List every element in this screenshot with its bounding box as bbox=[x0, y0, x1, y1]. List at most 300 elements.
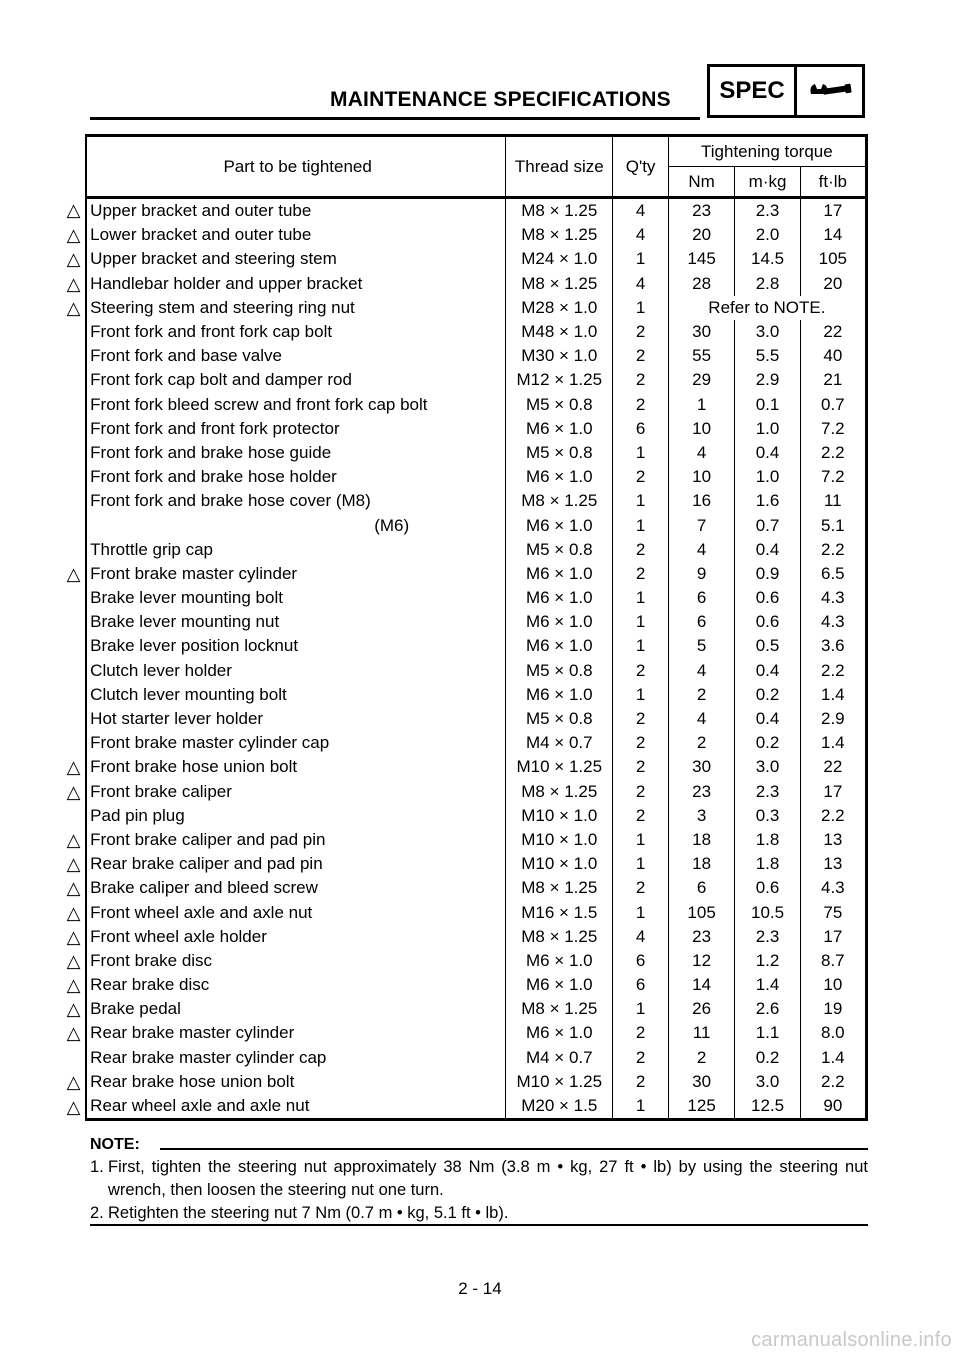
ftlb-cell: 40 bbox=[800, 344, 866, 368]
qty-cell: 2 bbox=[613, 344, 668, 368]
qty-cell: 1 bbox=[613, 441, 668, 465]
ftlb-cell: 105 bbox=[800, 247, 866, 271]
nm-cell: 28 bbox=[668, 272, 735, 296]
qty-cell: 2 bbox=[613, 562, 668, 586]
qty-cell: 1 bbox=[613, 634, 668, 658]
part-cell: Brake lever position locknut bbox=[86, 634, 505, 658]
thread-cell: M10 × 1.25 bbox=[506, 1070, 613, 1094]
nm-cell: 4 bbox=[668, 441, 735, 465]
thread-cell: M6 × 1.0 bbox=[506, 417, 613, 441]
qty-cell: 1 bbox=[613, 586, 668, 610]
critical-mark bbox=[62, 1046, 86, 1070]
mkg-cell: 1.8 bbox=[735, 828, 800, 852]
table-row bbox=[62, 489, 867, 513]
thread-cell: M5 × 0.8 bbox=[506, 393, 613, 417]
mkg-cell: 0.6 bbox=[735, 610, 800, 634]
critical-mark: △ bbox=[66, 999, 81, 1020]
mkg-cell: 0.6 bbox=[735, 876, 800, 900]
part-cell: Front fork and front fork cap bolt bbox=[86, 320, 505, 344]
ftlb-cell: 14 bbox=[800, 223, 866, 247]
table-row bbox=[62, 1070, 867, 1094]
ftlb-cell: 1.4 bbox=[800, 731, 866, 755]
part-cell: Clutch lever mounting bolt bbox=[86, 683, 505, 707]
part-cell: Throttle grip cap bbox=[86, 538, 505, 562]
table-row bbox=[62, 538, 867, 562]
table-row bbox=[62, 707, 867, 731]
nm-cell: 3 bbox=[668, 804, 735, 828]
ftlb-cell: 10 bbox=[800, 973, 866, 997]
table-row bbox=[62, 973, 867, 997]
nm-cell: 2 bbox=[668, 1046, 735, 1070]
torque-header: Tightening torque bbox=[668, 136, 866, 167]
nm-cell: 4 bbox=[668, 707, 735, 731]
mkg-header: m·kg bbox=[735, 167, 800, 198]
critical-mark bbox=[62, 441, 86, 465]
nm-cell: 29 bbox=[668, 368, 735, 392]
critical-mark: △ bbox=[66, 200, 81, 221]
nm-cell: 23 bbox=[668, 198, 735, 224]
critical-mark: △ bbox=[66, 1023, 81, 1044]
part-cell: Front brake caliper and pad pin bbox=[86, 828, 505, 852]
note-number: 1. bbox=[90, 1158, 104, 1176]
table-row bbox=[62, 296, 867, 320]
part-cell: Front fork bleed screw and front fork cap bolt bbox=[86, 393, 505, 417]
ftlb-cell: 11 bbox=[800, 489, 866, 513]
part-cell: Front fork and base valve bbox=[86, 344, 505, 368]
nm-cell: 6 bbox=[668, 610, 735, 634]
part-cell: Front wheel axle holder bbox=[86, 925, 505, 949]
qty-cell: 2 bbox=[613, 320, 668, 344]
nm-cell: 145 bbox=[668, 247, 735, 271]
mkg-cell: 0.2 bbox=[735, 1046, 800, 1070]
qty-cell: 1 bbox=[613, 852, 668, 876]
table-row bbox=[62, 949, 867, 973]
part-cell: Front brake master cylinder bbox=[86, 562, 505, 586]
nm-cell: 4 bbox=[668, 659, 735, 683]
mkg-cell: 1.0 bbox=[735, 465, 800, 489]
ftlb-cell: 7.2 bbox=[800, 417, 866, 441]
qty-cell: 6 bbox=[613, 949, 668, 973]
qty-cell: 2 bbox=[613, 780, 668, 804]
thread-cell: M6 × 1.0 bbox=[506, 634, 613, 658]
qty-cell: 1 bbox=[613, 1094, 668, 1120]
ftlb-cell: 22 bbox=[800, 320, 866, 344]
mkg-cell: 5.5 bbox=[735, 344, 800, 368]
thread-cell: M8 × 1.25 bbox=[506, 925, 613, 949]
table-row bbox=[62, 393, 867, 417]
ftlb-cell: 1.4 bbox=[800, 1046, 866, 1070]
note-item-1 bbox=[90, 1156, 868, 1202]
nm-cell: 9 bbox=[668, 562, 735, 586]
table-row bbox=[62, 586, 867, 610]
note-text: Retighten the steering nut 7 Nm (0.7 m • kg, 5.1 ft • lb). bbox=[108, 1204, 509, 1222]
qty-cell: 2 bbox=[613, 1070, 668, 1094]
thread-cell: M4 × 0.7 bbox=[506, 731, 613, 755]
ftlb-cell: 19 bbox=[800, 997, 866, 1021]
nm-cell: 20 bbox=[668, 223, 735, 247]
critical-mark bbox=[62, 731, 86, 755]
table-row bbox=[62, 876, 867, 900]
part-cell: Brake pedal bbox=[86, 997, 505, 1021]
critical-mark: △ bbox=[66, 1096, 81, 1117]
critical-mark bbox=[62, 586, 86, 610]
table-header-row bbox=[62, 136, 867, 167]
mkg-cell: 0.4 bbox=[735, 538, 800, 562]
mkg-cell: 2.6 bbox=[735, 997, 800, 1021]
mkg-cell: 2.9 bbox=[735, 368, 800, 392]
critical-mark: △ bbox=[66, 781, 81, 802]
table-row bbox=[62, 610, 867, 634]
part-cell: Brake lever mounting bolt bbox=[86, 586, 505, 610]
part-cell: Front brake master cylinder cap bbox=[86, 731, 505, 755]
critical-mark bbox=[62, 804, 86, 828]
ftlb-cell: 2.9 bbox=[800, 707, 866, 731]
table-row bbox=[62, 828, 867, 852]
thread-cell: M6 × 1.0 bbox=[506, 513, 613, 537]
nm-cell: 16 bbox=[668, 489, 735, 513]
torque-note-cell: Refer to NOTE. bbox=[668, 296, 866, 320]
qty-cell: 2 bbox=[613, 755, 668, 779]
part-cell: Front brake caliper bbox=[86, 780, 505, 804]
part-cell: Front brake disc bbox=[86, 949, 505, 973]
critical-mark: △ bbox=[66, 950, 81, 971]
mkg-cell: 0.4 bbox=[735, 707, 800, 731]
ftlb-cell: 8.7 bbox=[800, 949, 866, 973]
table-row bbox=[62, 344, 867, 368]
nm-cell: 2 bbox=[668, 731, 735, 755]
part-cell: Rear wheel axle and axle nut bbox=[86, 1094, 505, 1120]
mkg-cell: 2.3 bbox=[735, 198, 800, 224]
note-block bbox=[90, 1133, 868, 1225]
page-title: MAINTENANCE SPECIFICATIONS bbox=[330, 88, 671, 111]
table-row bbox=[62, 634, 867, 658]
ftlb-cell: 0.7 bbox=[800, 393, 866, 417]
thread-cell: M20 × 1.5 bbox=[506, 1094, 613, 1120]
critical-mark bbox=[62, 489, 86, 513]
qty-cell: 1 bbox=[613, 828, 668, 852]
thread-cell: M24 × 1.0 bbox=[506, 247, 613, 271]
critical-mark bbox=[62, 368, 86, 392]
ftlb-cell: 5.1 bbox=[800, 513, 866, 537]
nm-cell: 6 bbox=[668, 876, 735, 900]
part-cell: Clutch lever holder bbox=[86, 659, 505, 683]
nm-cell: 4 bbox=[668, 538, 735, 562]
part-cell: Rear brake disc bbox=[86, 973, 505, 997]
mkg-cell: 2.0 bbox=[735, 223, 800, 247]
table-row bbox=[62, 198, 867, 224]
qty-cell: 2 bbox=[613, 393, 668, 417]
mkg-cell: 0.4 bbox=[735, 441, 800, 465]
part-cell: Front fork and brake hose holder bbox=[86, 465, 505, 489]
critical-mark bbox=[62, 659, 86, 683]
qty-cell: 1 bbox=[613, 610, 668, 634]
critical-mark: △ bbox=[66, 273, 81, 294]
qty-cell: 4 bbox=[613, 223, 668, 247]
thread-cell: M8 × 1.25 bbox=[506, 780, 613, 804]
thread-cell: M5 × 0.8 bbox=[506, 441, 613, 465]
critical-mark: △ bbox=[66, 563, 81, 584]
thread-cell: M6 × 1.0 bbox=[506, 562, 613, 586]
mkg-cell: 1.2 bbox=[735, 949, 800, 973]
table-row bbox=[62, 272, 867, 296]
note-title: NOTE: bbox=[90, 1136, 140, 1153]
qty-cell: 2 bbox=[613, 1021, 668, 1045]
ftlb-cell: 22 bbox=[800, 755, 866, 779]
part-header: Part to be tightened bbox=[86, 136, 505, 198]
ftlb-cell: 75 bbox=[800, 900, 866, 924]
nm-cell: 30 bbox=[668, 1070, 735, 1094]
thread-cell: M10 × 1.0 bbox=[506, 828, 613, 852]
nm-cell: 55 bbox=[668, 344, 735, 368]
table-row bbox=[62, 900, 867, 924]
mkg-cell: 3.0 bbox=[735, 320, 800, 344]
section-label: SPEC bbox=[710, 67, 797, 115]
nm-cell: 26 bbox=[668, 997, 735, 1021]
part-cell: Rear brake caliper and pad pin bbox=[86, 852, 505, 876]
mkg-cell: 0.5 bbox=[735, 634, 800, 658]
ftlb-cell: 7.2 bbox=[800, 465, 866, 489]
part-cell: Front fork cap bolt and damper rod bbox=[86, 368, 505, 392]
qty-header: Q'ty bbox=[613, 136, 668, 198]
thread-cell: M5 × 0.8 bbox=[506, 707, 613, 731]
torque-spec-table bbox=[62, 134, 868, 1121]
critical-mark: △ bbox=[66, 926, 81, 947]
thread-cell: M10 × 1.25 bbox=[506, 755, 613, 779]
critical-mark bbox=[62, 417, 86, 441]
critical-mark: △ bbox=[66, 249, 81, 270]
wrench-icon bbox=[797, 67, 862, 115]
mkg-cell: 10.5 bbox=[735, 900, 800, 924]
nm-cell: 18 bbox=[668, 852, 735, 876]
ftlb-cell: 17 bbox=[800, 780, 866, 804]
nm-cell: 14 bbox=[668, 973, 735, 997]
thread-header: Thread size bbox=[506, 136, 613, 198]
mkg-cell: 0.6 bbox=[735, 586, 800, 610]
critical-mark bbox=[62, 707, 86, 731]
part-cell: Upper bracket and steering stem bbox=[86, 247, 505, 271]
thread-cell: M48 × 1.0 bbox=[506, 320, 613, 344]
qty-cell: 1 bbox=[613, 489, 668, 513]
part-cell: Rear brake hose union bolt bbox=[86, 1070, 505, 1094]
thread-cell: M6 × 1.0 bbox=[506, 1021, 613, 1045]
thread-cell: M6 × 1.0 bbox=[506, 465, 613, 489]
ftlb-cell: 2.2 bbox=[800, 1070, 866, 1094]
thread-cell: M6 × 1.0 bbox=[506, 949, 613, 973]
critical-mark bbox=[62, 538, 86, 562]
critical-mark bbox=[62, 465, 86, 489]
note-number: 2. bbox=[90, 1204, 104, 1222]
table-body bbox=[62, 198, 867, 1120]
table-row bbox=[62, 465, 867, 489]
qty-cell: 2 bbox=[613, 1046, 668, 1070]
thread-cell: M5 × 0.8 bbox=[506, 659, 613, 683]
critical-mark: △ bbox=[66, 1071, 81, 1092]
critical-mark bbox=[62, 513, 86, 537]
nm-cell: 11 bbox=[668, 1021, 735, 1045]
nm-cell: 10 bbox=[668, 417, 735, 441]
qty-cell: 4 bbox=[613, 272, 668, 296]
part-cell: Lower bracket and outer tube bbox=[86, 223, 505, 247]
critical-mark: △ bbox=[66, 902, 81, 923]
part-cell: Upper bracket and outer tube bbox=[86, 198, 505, 224]
table-row bbox=[62, 1094, 867, 1120]
nm-cell: 23 bbox=[668, 780, 735, 804]
part-cell: Front wheel axle and axle nut bbox=[86, 900, 505, 924]
nm-cell: 2 bbox=[668, 683, 735, 707]
critical-mark: △ bbox=[66, 854, 81, 875]
nm-cell: 125 bbox=[668, 1094, 735, 1120]
thread-cell: M30 × 1.0 bbox=[506, 344, 613, 368]
qty-cell: 2 bbox=[613, 804, 668, 828]
ftlb-cell: 2.2 bbox=[800, 804, 866, 828]
mkg-cell: 2.3 bbox=[735, 925, 800, 949]
critical-mark bbox=[62, 634, 86, 658]
qty-cell: 1 bbox=[613, 296, 668, 320]
table-row bbox=[62, 1046, 867, 1070]
thread-cell: M4 × 0.7 bbox=[506, 1046, 613, 1070]
part-cell: Front fork and front fork protector bbox=[86, 417, 505, 441]
note-rule bbox=[160, 1148, 868, 1150]
qty-cell: 6 bbox=[613, 417, 668, 441]
qty-cell: 2 bbox=[613, 731, 668, 755]
mkg-cell: 0.2 bbox=[735, 731, 800, 755]
thread-cell: M6 × 1.0 bbox=[506, 610, 613, 634]
mkg-cell: 1.1 bbox=[735, 1021, 800, 1045]
table-row bbox=[62, 1021, 867, 1045]
note-bottom-rule bbox=[90, 1224, 868, 1226]
nm-cell: 105 bbox=[668, 900, 735, 924]
part-cell: Pad pin plug bbox=[86, 804, 505, 828]
qty-cell: 1 bbox=[613, 900, 668, 924]
mkg-cell: 3.0 bbox=[735, 1070, 800, 1094]
ftlb-header: ft·lb bbox=[800, 167, 866, 198]
critical-mark bbox=[62, 610, 86, 634]
table-row bbox=[62, 368, 867, 392]
table-row bbox=[62, 223, 867, 247]
ftlb-cell: 17 bbox=[800, 925, 866, 949]
table-row bbox=[62, 441, 867, 465]
nm-cell: 30 bbox=[668, 755, 735, 779]
table-row bbox=[62, 247, 867, 271]
ftlb-cell: 4.3 bbox=[800, 876, 866, 900]
qty-cell: 1 bbox=[613, 247, 668, 271]
nm-cell: 7 bbox=[668, 513, 735, 537]
critical-mark: △ bbox=[66, 975, 81, 996]
critical-mark bbox=[62, 393, 86, 417]
ftlb-cell: 13 bbox=[800, 852, 866, 876]
qty-cell: 2 bbox=[613, 538, 668, 562]
critical-mark: △ bbox=[66, 297, 81, 318]
critical-mark: △ bbox=[66, 878, 81, 899]
part-cell: Steering stem and steering ring nut bbox=[86, 296, 505, 320]
nm-header: Nm bbox=[668, 167, 735, 198]
nm-cell: 30 bbox=[668, 320, 735, 344]
part-cell: Brake caliper and bleed screw bbox=[86, 876, 505, 900]
ftlb-cell: 2.2 bbox=[800, 538, 866, 562]
mkg-cell: 0.9 bbox=[735, 562, 800, 586]
ftlb-cell: 1.4 bbox=[800, 683, 866, 707]
part-cell: Hot starter lever holder bbox=[86, 707, 505, 731]
critical-mark bbox=[62, 683, 86, 707]
mkg-cell: 3.0 bbox=[735, 755, 800, 779]
qty-cell: 1 bbox=[613, 513, 668, 537]
part-cell: Rear brake master cylinder bbox=[86, 1021, 505, 1045]
part-cell: Rear brake master cylinder cap bbox=[86, 1046, 505, 1070]
ftlb-cell: 4.3 bbox=[800, 586, 866, 610]
mkg-cell: 2.3 bbox=[735, 780, 800, 804]
mkg-cell: 0.4 bbox=[735, 659, 800, 683]
thread-cell: M6 × 1.0 bbox=[506, 586, 613, 610]
qty-cell: 2 bbox=[613, 368, 668, 392]
ftlb-cell: 21 bbox=[800, 368, 866, 392]
ftlb-cell: 17 bbox=[800, 198, 866, 224]
ftlb-cell: 20 bbox=[800, 272, 866, 296]
mark-header bbox=[62, 136, 86, 198]
mkg-cell: 1.4 bbox=[735, 973, 800, 997]
qty-cell: 2 bbox=[613, 465, 668, 489]
qty-cell: 2 bbox=[613, 876, 668, 900]
part-cell: Brake lever mounting nut bbox=[86, 610, 505, 634]
ftlb-cell: 2.2 bbox=[800, 441, 866, 465]
header-rule bbox=[90, 117, 700, 120]
section-badge bbox=[707, 64, 865, 118]
table-row bbox=[62, 780, 867, 804]
page-number: 2 - 14 bbox=[458, 1279, 502, 1298]
thread-cell: M16 × 1.5 bbox=[506, 900, 613, 924]
table-row bbox=[62, 925, 867, 949]
part-cell: Front fork and brake hose guide bbox=[86, 441, 505, 465]
nm-cell: 5 bbox=[668, 634, 735, 658]
table-row bbox=[62, 683, 867, 707]
mkg-cell: 1.6 bbox=[735, 489, 800, 513]
thread-cell: M28 × 1.0 bbox=[506, 296, 613, 320]
qty-cell: 1 bbox=[613, 997, 668, 1021]
mkg-cell: 1.0 bbox=[735, 417, 800, 441]
ftlb-cell: 3.6 bbox=[800, 634, 866, 658]
critical-mark bbox=[62, 344, 86, 368]
critical-mark: △ bbox=[66, 757, 81, 778]
nm-cell: 23 bbox=[668, 925, 735, 949]
nm-cell: 6 bbox=[668, 586, 735, 610]
part-cell: Front fork and brake hose cover (M8) bbox=[86, 489, 505, 513]
thread-cell: M8 × 1.25 bbox=[506, 272, 613, 296]
mkg-cell: 0.7 bbox=[735, 513, 800, 537]
table-row bbox=[62, 731, 867, 755]
mkg-cell: 12.5 bbox=[735, 1094, 800, 1120]
mkg-cell: 14.5 bbox=[735, 247, 800, 271]
table-row bbox=[62, 562, 867, 586]
mkg-cell: 0.1 bbox=[735, 393, 800, 417]
table-row bbox=[62, 997, 867, 1021]
thread-cell: M6 × 1.0 bbox=[506, 973, 613, 997]
thread-cell: M8 × 1.25 bbox=[506, 223, 613, 247]
thread-cell: M10 × 1.0 bbox=[506, 852, 613, 876]
table-row bbox=[62, 320, 867, 344]
qty-cell: 2 bbox=[613, 659, 668, 683]
nm-cell: 18 bbox=[668, 828, 735, 852]
table-row bbox=[62, 417, 867, 441]
thread-cell: M10 × 1.0 bbox=[506, 804, 613, 828]
part-cell: Handlebar holder and upper bracket bbox=[86, 272, 505, 296]
table-row bbox=[62, 755, 867, 779]
thread-cell: M5 × 0.8 bbox=[506, 538, 613, 562]
critical-mark: △ bbox=[66, 225, 81, 246]
critical-mark bbox=[62, 320, 86, 344]
mkg-cell: 2.8 bbox=[735, 272, 800, 296]
qty-cell: 6 bbox=[613, 973, 668, 997]
part-cell: Front brake hose union bolt bbox=[86, 755, 505, 779]
thread-cell: M8 × 1.25 bbox=[506, 198, 613, 224]
